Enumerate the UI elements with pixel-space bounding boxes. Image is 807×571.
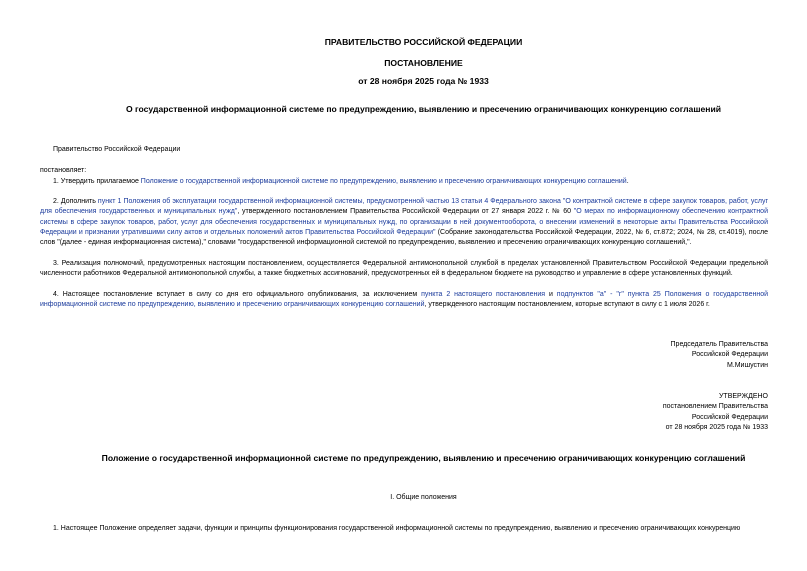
preamble-government: Правительство Российской Федерации <box>53 146 181 153</box>
p2-text-2: , утвержденного постановлением Правительства Российской Федерации от 27 января 2022 г. № 60 <box>237 208 574 216</box>
paragraph-1 <box>40 177 768 187</box>
approved-by: постановлением Правительства <box>662 403 768 411</box>
signature-name: М.Мишустин <box>726 361 768 369</box>
paragraph-4 <box>40 290 768 311</box>
approved-label: УТВЕРЖДЕНО <box>718 393 768 400</box>
approved-block <box>663 392 768 433</box>
p4-text-1: 4. Настоящее постановление вступает в силу со дня его официального опубликования, за исключением <box>53 291 422 298</box>
link-resolution-60[interactable]: "О мерах по информационному обеспечению контрактной системы в сфере закупок товаров, работ, услуг для обеспечения государственных и муниципальных нужд, по организации в ней документооборота, о внесении изменений в некоторые акты Правительства Российской Федерации и признании утратившими силу актов и отдельных положений актов Правительства Российской Федерации" <box>40 208 768 236</box>
header-doc-type: ПОСТАНОВЛЕНИЕ <box>384 58 463 68</box>
p2-text-3: (Собрание законодательства Российской Федерации, 2022, № 6, ст.872; 2024, № 28, ст.4019), после слов "(далее - единая информационная система)," словами "государственной информационной системой по предупреждению, выявлению и пресечению ограничивающих конкуренцию соглашений,". <box>40 228 768 247</box>
p4-text-3: , утвержденного настоящим постановлением, которые вступают в силу с 1 июля 2026 г. <box>424 301 710 309</box>
paragraph-2 <box>40 197 768 248</box>
signature-position: Председатель Правительства <box>670 341 768 348</box>
p1-text-before: 1. Утвердить прилагаемое <box>53 178 141 185</box>
regulation-title: Положение о государственной информационной системе по предупреждению, выявлению и пресечению ограничивающих конкуренцию соглашений <box>101 453 746 463</box>
link-regulation[interactable]: Положение о государственной информационной системе по предупреждению, выявлению и пресечению ограничивающих конкуренцию соглашений <box>140 178 627 185</box>
approved-date: от 28 ноября 2025 года № 1933 <box>665 423 768 431</box>
p2-text-1: 2. Дополнить <box>53 198 98 205</box>
link-point-2[interactable]: пункта 2 настоящего постановления <box>421 291 546 298</box>
approved-country: Российской Федерации <box>691 413 768 421</box>
p1-text-after: . <box>626 178 629 185</box>
preamble-decides: постановляет: <box>40 167 87 174</box>
link-subpoints-25[interactable]: подпунктов "а" - "г" пункта 25 Положения о государственной информационной системе по предупреждению, выявлению и пресечению ограничивающих конкуренцию соглашений <box>40 291 768 309</box>
section-heading: I. Общие положения <box>390 494 457 501</box>
p4-text-2: и <box>545 291 557 298</box>
regulation-paragraph-1: 1. Настоящее Положение определяет задачи, функции и принципы функционирования государственной информационной системы по предупреждению, выявлению и пресечению ограничивающих конкуренцию <box>53 525 741 532</box>
header-government: ПРАВИТЕЛЬСТВО РОССИЙСКОЙ ФЕДЕРАЦИИ <box>324 37 523 47</box>
document-title: О государственной информационной системе по предупреждению, выявлению и пресечению ограничивающих конкуренцию соглашений <box>125 104 722 114</box>
signature-country: Российской Федерации <box>691 351 768 359</box>
paragraph-3: 3. Реализация полномочий, предусмотренных настоящим постановлением, осуществляется Федеральной антимонопольной службой в пределах установленной Правительством Российской Федерации предельной численности работников Федеральной антимонопольной службы, а также бюджетных ассигнований, предусмотренных ей в федеральном бюджете на руководство и управление в сфере установленных функций. <box>40 260 768 278</box>
link-exploitation-regulation[interactable]: пункт 1 Положения об эксплуатации государственной информационной системы, предусмотренной частью 13 статьи 4 Федерального закона "О контрактной системе в сфере закупок товаров, работ, услуг для обеспечения государственных и муниципальных нужд" <box>40 198 768 216</box>
header-date-number: от 28 ноября 2025 года № 1933 <box>358 76 489 86</box>
signature-block <box>671 340 768 371</box>
